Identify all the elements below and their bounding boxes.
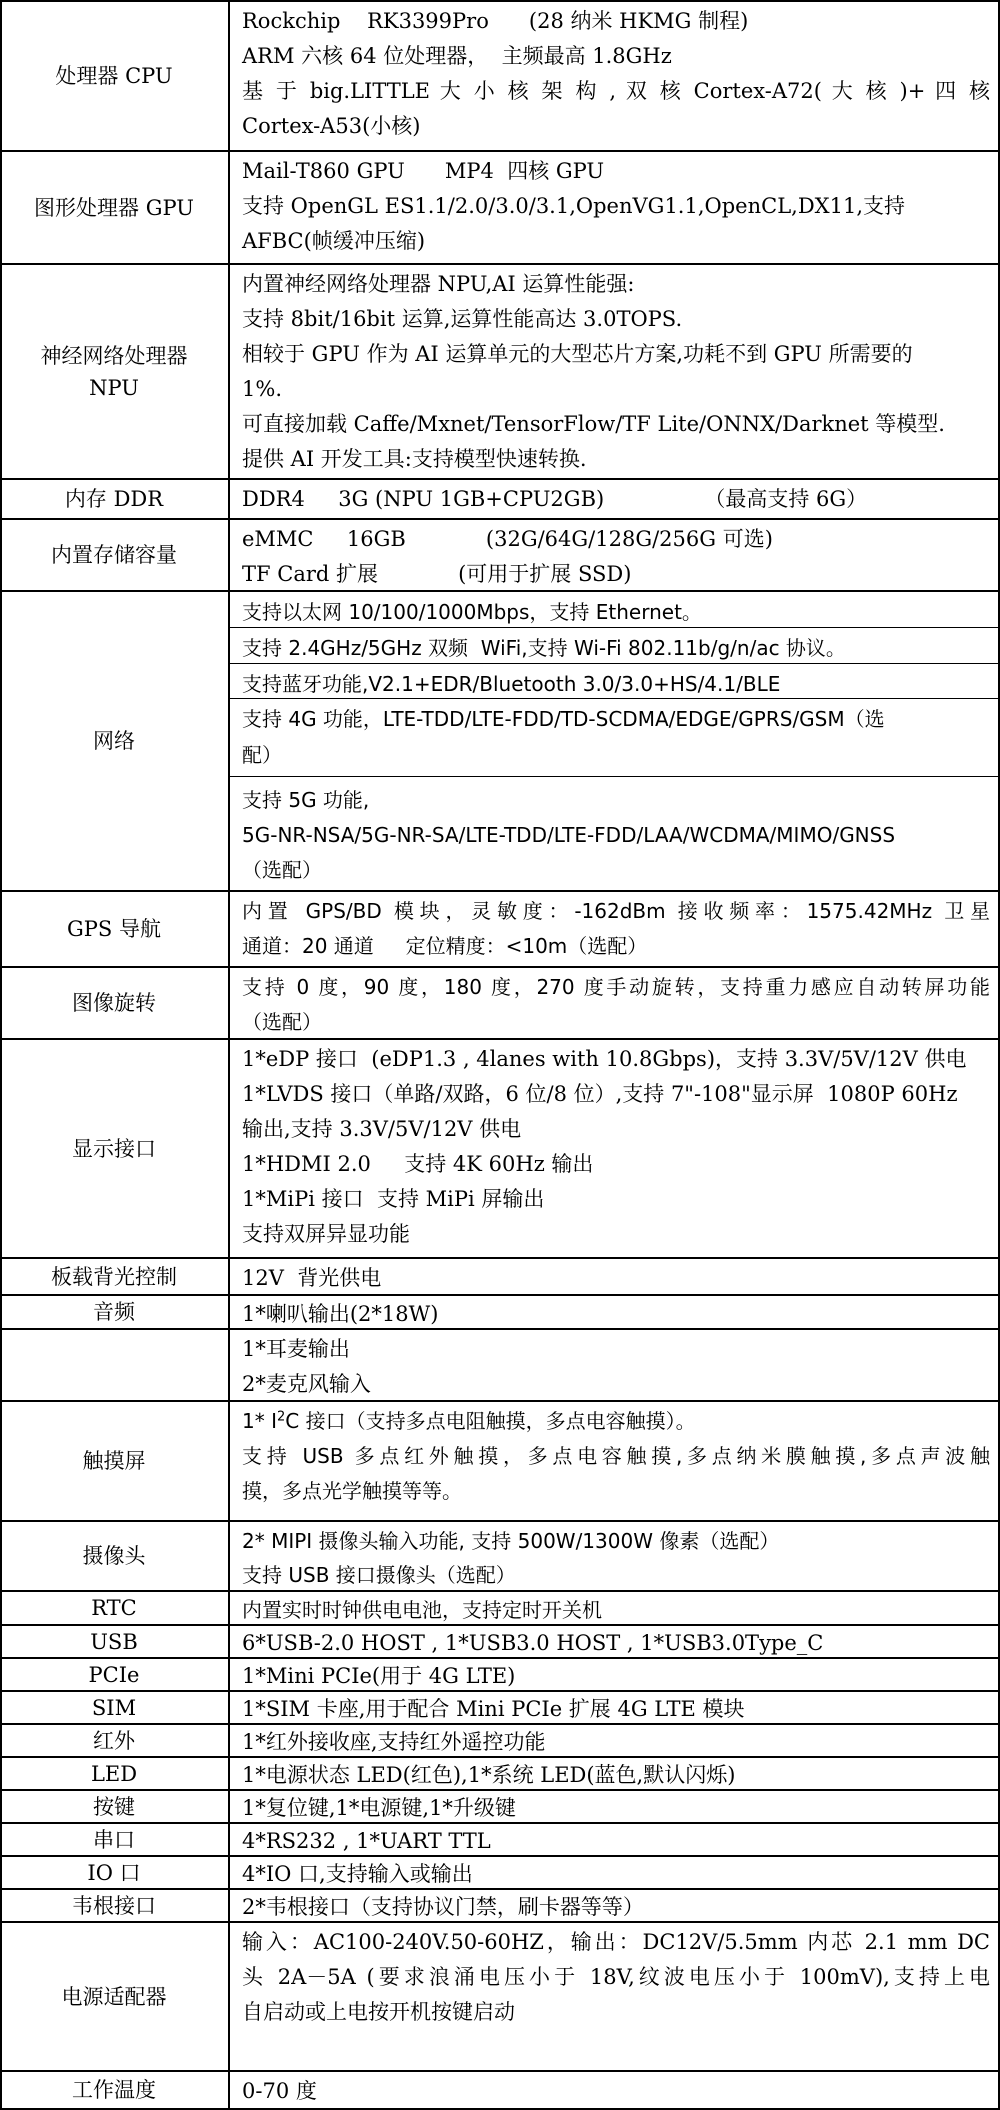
spec-label [0,1725,230,1756]
spec-row [0,1624,1000,1657]
spec-label [0,480,230,518]
spec-subcell [230,628,1000,664]
spec-row [0,1756,1000,1789]
spec-line: 可直接加载 Caffe/Mxnet/TensorFlow/TF Lite/ONNX/Darknet 等模型. [242,412,945,436]
spec-value [230,1040,1000,1257]
spec-line: 支持蓝牙功能,V2.1+EDR/Bluetooth 3.0/3.0+HS/4.1/BLE [242,672,781,696]
spec-line: （选配） [242,858,322,882]
spec-line: 支持 OpenGL ES1.1/2.0/3.0/3.1,OpenVG1.1,OpenCL,DX11,支持 [242,194,905,218]
spec-row [0,1789,1000,1822]
table-left-border [0,0,2,2110]
spec-row [0,1520,1000,1590]
spec-line: 内置 GPS/BD 模块，灵敏度：-162dBm 接收频率：1575.42MHz 卫星 [242,899,990,923]
spec-label [0,1857,230,1888]
spec-label-line: NPU [89,375,139,400]
spec-line: 1*HDMI 2.0 支持 4K 60Hz 输出 [242,1152,594,1176]
spec-row [0,1888,1000,1921]
spec-line: 1*耳麦输出 [242,1337,350,1361]
spec-row [0,1257,1000,1294]
spec-line: 配） [242,743,282,767]
spec-value [230,265,1000,478]
spec-label-text: 电源适配器 [61,1984,167,2009]
spec-line: 相较于 GPU 作为 AI 运算单元的大型芯片方案,功耗不到 GPU 所需要的 [242,342,913,366]
spec-value [230,1626,1000,1657]
spec-label-text: 内置存储容量 [51,543,177,567]
spec-value [230,592,1000,890]
spec-label-text: 图形处理器 GPU [34,195,194,220]
spec-value [230,152,1000,263]
spec-line: 0-70 度 [242,2079,317,2103]
spec-line: 支持以太网 10/100/1000Mbps，支持 Ethernet。 [242,600,702,624]
spec-value [230,892,1000,966]
spec-subcell [230,777,1000,890]
spec-value [230,1758,1000,1789]
spec-label-text: 内存 DDR [64,487,164,511]
spec-value [230,520,1000,590]
spec-value [230,1522,1000,1590]
spec-label-text: 红外 [93,1728,135,1753]
spec-row [0,1038,1000,1257]
spec-label-text: 按键 [93,1794,135,1819]
spec-label [0,1659,230,1690]
spec-line: AFBC(帧缓冲压缩) [242,229,426,253]
spec-label [0,892,230,966]
spec-label [0,1791,230,1822]
spec-label-text: 板载背光控制 [51,1264,177,1289]
spec-line: 1*喇叭输出(2*18W) [242,1302,439,1326]
spec-label [0,1522,230,1590]
spec-line: eMMC 16GB (32G/64G/128G/256G 可选) [242,527,773,551]
spec-line: 支持 5G 功能, [242,788,370,812]
spec-value [230,1923,1000,2070]
spec-label [0,1402,230,1520]
spec-label-text: 串口 [93,1827,135,1852]
spec-line: 5G-NR-NSA/5G-NR-SA/LTE-TDD/LTE-FDD/LAA/WCDMA/MIMO/GNSS [242,823,896,847]
spec-line: TF Card 扩展 (可用于扩展 SSD) [242,562,632,586]
spec-label [0,2072,230,2108]
spec-value [230,1659,1000,1690]
spec-label-text: GPS 导航 [67,917,161,941]
spec-line: 4*RS232 , 1*UART TTL [242,1829,491,1853]
spec-label [0,1259,230,1294]
spec-label-text: SIM [91,1695,137,1720]
spec-label [0,1330,230,1400]
spec-label [0,2,230,150]
spec-label [0,1692,230,1723]
spec-row [0,2070,1000,2108]
spec-value [230,1890,1000,1921]
spec-row [0,1855,1000,1888]
spec-line: 支持 0 度，90 度，180 度，270 度手动旋转，支持重力感应自动转屏功能 [242,975,990,999]
spec-row [0,478,1000,518]
spec-row [0,1921,1000,2070]
spec-label [0,1040,230,1257]
spec-label-text: 显示接口 [72,1136,156,1161]
spec-value [230,1330,1000,1400]
spec-value [230,480,1000,518]
spec-line: 摸，多点光学触摸等等。 [242,1479,462,1503]
spec-line: 4*IO 口,支持输入或输出 [242,1862,473,1886]
spec-line: 输出,支持 3.3V/5V/12V 供电 [242,1117,522,1141]
spec-value [230,1824,1000,1855]
spec-label [0,1758,230,1789]
spec-label [0,265,230,478]
spec-label [0,1890,230,1921]
spec-line: 自启动或上电按开机按键启动 [242,2000,515,2024]
spec-row [0,1590,1000,1624]
spec-value [230,1857,1000,1888]
spec-label-text: IO 口 [87,1860,141,1885]
spec-line: 内置神经网络处理器 NPU,AI 运算性能强: [242,272,635,296]
spec-row [0,1294,1000,1328]
spec-value [230,1296,1000,1328]
spec-line: 支持 4G 功能，LTE-TDD/LTE-FDD/TD-SCDMA/EDGE/GPRS/GSM（选 [242,707,885,731]
spec-line: 支持 2.4GHz/5GHz 双频 WiFi,支持 Wi-Fi 802.11b/g/n/ac 协议。 [242,636,846,660]
spec-value [230,1259,1000,1294]
spec-label-text: RTC [91,1596,137,1620]
spec-line: Cortex-A53(小核) [242,114,421,138]
spec-label-text: 摄像头 [82,1544,146,1568]
spec-row [0,1328,1000,1400]
spec-label-text: 网络 [93,729,135,753]
spec-line: DDR4 3G (NPU 1GB+CPU2GB) （最高支持 6G） [242,487,868,511]
spec-line: 支持 8bit/16bit 运算,运算性能高达 3.0TOPS. [242,307,683,331]
spec-subcell [230,664,1000,699]
spec-label-text: 韦根接口 [72,1893,156,1918]
spec-line: 1*红外接收座,支持红外遥控功能 [242,1730,546,1754]
spec-line: 1*复位键,1*电源键,1*升级键 [242,1796,516,1820]
spec-line: （选配） [242,1010,322,1034]
spec-value [230,1725,1000,1756]
spec-row [0,1690,1000,1723]
spec-row [0,1400,1000,1520]
spec-label-text: 触摸屏 [82,1449,146,1473]
spec-line: 1*电源状态 LED(红色),1*系统 LED(蓝色,默认闪烁) [242,1763,736,1787]
spec-row [0,890,1000,966]
spec-line: 1%. [242,377,282,401]
spec-label-text: 音频 [93,1300,135,1324]
spec-label-text: PCIe [88,1662,140,1687]
spec-line: 1*SIM 卡座,用于配合 Mini PCIe 扩展 4G LTE 模块 [242,1697,745,1721]
spec-row [0,263,1000,478]
spec-line: 2*韦根接口（支持协议门禁，刷卡器等等） [242,1895,644,1919]
spec-label [0,520,230,590]
spec-line: 基 于 big.LITTLE 大 小 核 架 构 , 双 核 Cortex-A72( 大 核 )+ 四 核 [242,79,990,103]
spec-row [0,966,1000,1038]
spec-value [230,1791,1000,1822]
spec-label-text: LED [90,1761,138,1786]
spec-row [0,1657,1000,1690]
spec-row [0,1723,1000,1756]
spec-line: 2* MIPI 摄像头输入功能, 支持 500W/1300W 像素（选配） [242,1529,780,1553]
spec-line: 内置实时时钟供电电池，支持定时开关机 [242,1598,602,1622]
spec-line: 1*Mini PCIe(用于 4G LTE) [242,1664,516,1688]
spec-line: 2*麦克风输入 [242,1372,371,1396]
spec-line: 头 2A－5A (要求浪涌电压小于 18V,纹波电压小于 100mV),支持上电 [242,1965,990,1989]
spec-line: 1* $I^2C$ 接口（支持多点电阻触摸，多点电容触摸）。 [242,1409,696,1433]
spec-value [230,2,1000,150]
spec-label [0,1923,230,2070]
spec-label [0,592,230,890]
spec-line: 支持 USB 接口摄像头（选配） [242,1563,516,1587]
spec-label [0,1824,230,1855]
spec-line: 支持 USB 多点红外触摸，多点电容触摸,多点纳米膜触摸,多点声波触 [242,1444,990,1468]
spec-line: Mail-T860 GPU MP4 四核 GPU [242,159,605,183]
spec-label-text: 图像旋转 [72,991,156,1015]
spec-row [0,0,1000,150]
spec-label [0,1296,230,1328]
spec-line: 12V 背光供电 [242,1266,382,1290]
spec-label-text: 工作温度 [72,2078,156,2102]
spec-label-line: 神经网络处理器 [40,343,188,368]
spec-line: 输入：AC100-240V.50-60HZ，输出：DC12V/5.5mm 内芯 2.1 mm DC [242,1930,990,1954]
spec-line: ARM 六核 64 位处理器， 主频最高 1.8GHz [242,44,672,68]
spec-row [0,518,1000,590]
spec-line: Rockchip RK3399Pro (28 纳米 HKMG 制程) [242,9,749,33]
spec-value [230,2072,1000,2108]
spec-line: 1*eDP 接口 (eDP1.3 , 4lanes with 10.8Gbps)，支持 3.3V/5V/12V 供电 [242,1047,967,1071]
spec-label [0,1626,230,1657]
spec-line: 6*USB-2.0 HOST , 1*USB3.0 HOST , 1*USB3.0Type_C [242,1631,824,1655]
spec-label [0,152,230,263]
spec-label-text: USB [90,1629,138,1654]
spec-subcell [230,592,1000,628]
spec-label [0,1592,230,1624]
spec-line: 通道：20 通道 定位精度：<10m（选配） [242,934,648,958]
spec-row [0,150,1000,263]
spec-value [230,1402,1000,1520]
spec-subcell [230,699,1000,777]
spec-row [0,1822,1000,1855]
spec-label [0,968,230,1038]
spec-value [230,1692,1000,1723]
spec-value [230,1592,1000,1624]
spec-line: 1*MiPi 接口 支持 MiPi 屏输出 [242,1187,545,1211]
spec-value [230,968,1000,1038]
spec-label-text: 处理器 CPU [55,64,173,88]
spec-line: 提供 AI 开发工具:支持模型快速转换. [242,447,587,471]
spec-line: 1*LVDS 接口（单路/双路，6 位/8 位）,支持 7"-108"显示屏 1080P 60Hz [242,1082,958,1106]
spec-row [0,590,1000,890]
spec-line: 支持双屏异显功能 [242,1222,410,1246]
